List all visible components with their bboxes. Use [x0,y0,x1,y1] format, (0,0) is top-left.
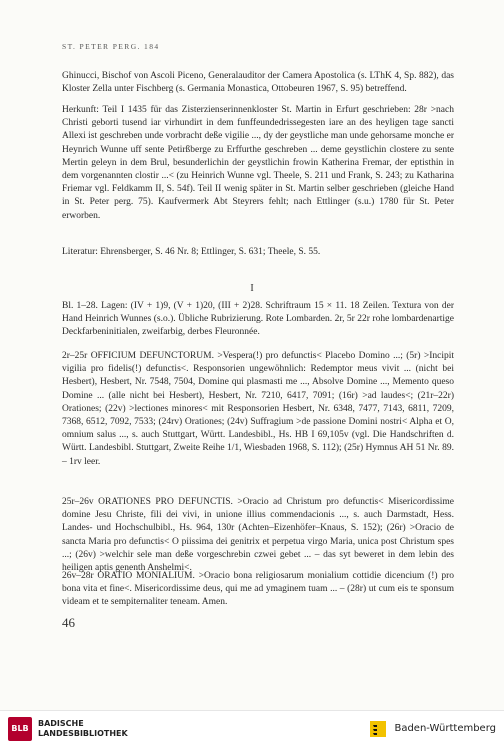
state-branding[interactable] [368,719,496,739]
intro-paragraph-1: Ghinucci, Bischof von Ascoli Piceno, Generalauditor der Camera Apostolica (s. LThK 4, Sp. 882), das Kloster Zella unter Fischberg (s. Germania Monastica, Ottobeuren 1967, S. 95) betreffend. [62,71,454,95]
provenance-paragraph: Herkunft: Teil I 1435 für das Zisterzienserinnenkloster St. Martin in Erfurt geschrieben: 28r >nach Christi geborti tusend iar virhundirt in dem funffeundedrissegesten iare an des heyligen tage sancti Allexi ist geschreben unde vorbracht deße vigilie ..., dy der geystliche man unde gehorsame monche er Heynrich Wunne uff sente Petirßberge zu Erffurthe geschreben ... deme geystlichin clostere zu sente Mertin geleyn in dem Brul, besunderlichin der geystlichin frowin Katherina Fremar, der eptisthin in dem vorgenannten clostir ...< (zu Heinrich Wunne vgl. Theele, S. 211 und Frank, S. 243; zu Katharina Friemar vgl. Feldkamm II, S. 54f). Teil II wenig später in St. Martin selber geschrieben (gleiche Hand in St. Peter perg. 75). Kaufvermerk Abt Steyrers fehlt; nach Ettlinger (s.u.) 1780 für St. Peter erworben. [62,105,454,221]
entry-oratio-monialium: 26v–28r ORATIO MONIALIUM. >Oracio bona religiosarum monialium cottidie dicencium (!) pro bona vita et fine<. Misericordissime deus, qui me ad ymaginem tuam ... – (28r) ut cum eis te sponsum videam et te sempiternaliter teneam. Amen. [62,571,454,608]
part-numeral: I [250,283,254,294]
lions-crest-icon [368,719,388,739]
entry-orationes-pro-defunctis: 25r–26v ORATIONES PRO DEFUNCTIS. >Oracio ad Christum pro defunctis< Misericordissime domine Jesu Christe, fili dei vivi, in unione illius commendacionis ..., s. auch Darmstadt, Hess. Landes- und Hochschulbibl., Hs. 964, 130r (Achten–Eizenhöfer–Knaus, S. 152); (26r) >Oracio de sancta Maria pro defunctis< O piissima dei genitrix et perpetua virgo Maria, unica post Christum spes ...; (26v) >welchir sele man deße vorgeschrebin czwei gebet ... – das syt beweret in dem lebin des heiligen aptis genenth Anshelmi<. [62,497,454,574]
library-name: BADISCHE LANDESBIBLIOTHEK [38,718,128,738]
literature-paragraph: Literatur: Ehrensberger, S. 46 Nr. 8; Ettlinger, S. 631; Theele, S. 55. [62,247,321,257]
running-header: ST. PETER PERG. 184 [62,42,160,51]
page-number: 46 [62,615,75,630]
entry-officium-defunctorum: 2r–25r OFFICIUM DEFUNCTORUM. >Vespera(!) pro defunctis< Placebo Domino ...; (5r) >Incipit vigilia pro fidelis(!) defunctis<. Responsorien ungewöhnlich: Redemptor meus vivit ... (nicht bei Hesbert), Hesbert, Nr. 7548, 7504, Domine qui plasmasti me ..., Absolve Domine ..., Memento queso Domine ... (alle nicht bei Hesbert), Hesbert, Nr. 7210, 6417, 7091; (16r) >ad laudes<; (21r–22r) Orationes; (22v) >lectiones minores< mit Responsorien Hesbert, Nr. 6348, 7477, 7143, 6811, 7209, 7368, 6512, 7092, 7533; (24rv) Orationes; (24v) Suffragium >de passione Domini nostri< Alpha et O, omnium salus ..., s. auch Stuttgart, Württ. Landesbibl., Hs. HB I 69,105v (vgl. Die Handschriften d. Württ. Landesbibl. Stuttgart, Zweite Reihe 1/1, Wiesbaden 1968, S. 112); (25r) Hymnus AH 51 Nr. 89. – 1rv leer. [62,351,454,467]
part-description: Bl. 1–28. Lagen: (IV + 1)9, (V + 1)20, (III + 2)28. Schriftraum 15 × 11. 18 Zeilen. Textura von der Hand Heinrich Wunnes (s.o.). Übliche Rubrizierung. Rote Lombarden. 2r, 5r 22r rohe lombardenartige Deckfarbeninitialen, zweifarbig, derbes Fleuronnée. [62,301,454,338]
blb-logo-icon: BLB [8,717,32,741]
library-branding[interactable] [8,717,128,741]
footer-bar [0,710,504,746]
state-name: Baden-Württemberg [394,723,496,734]
